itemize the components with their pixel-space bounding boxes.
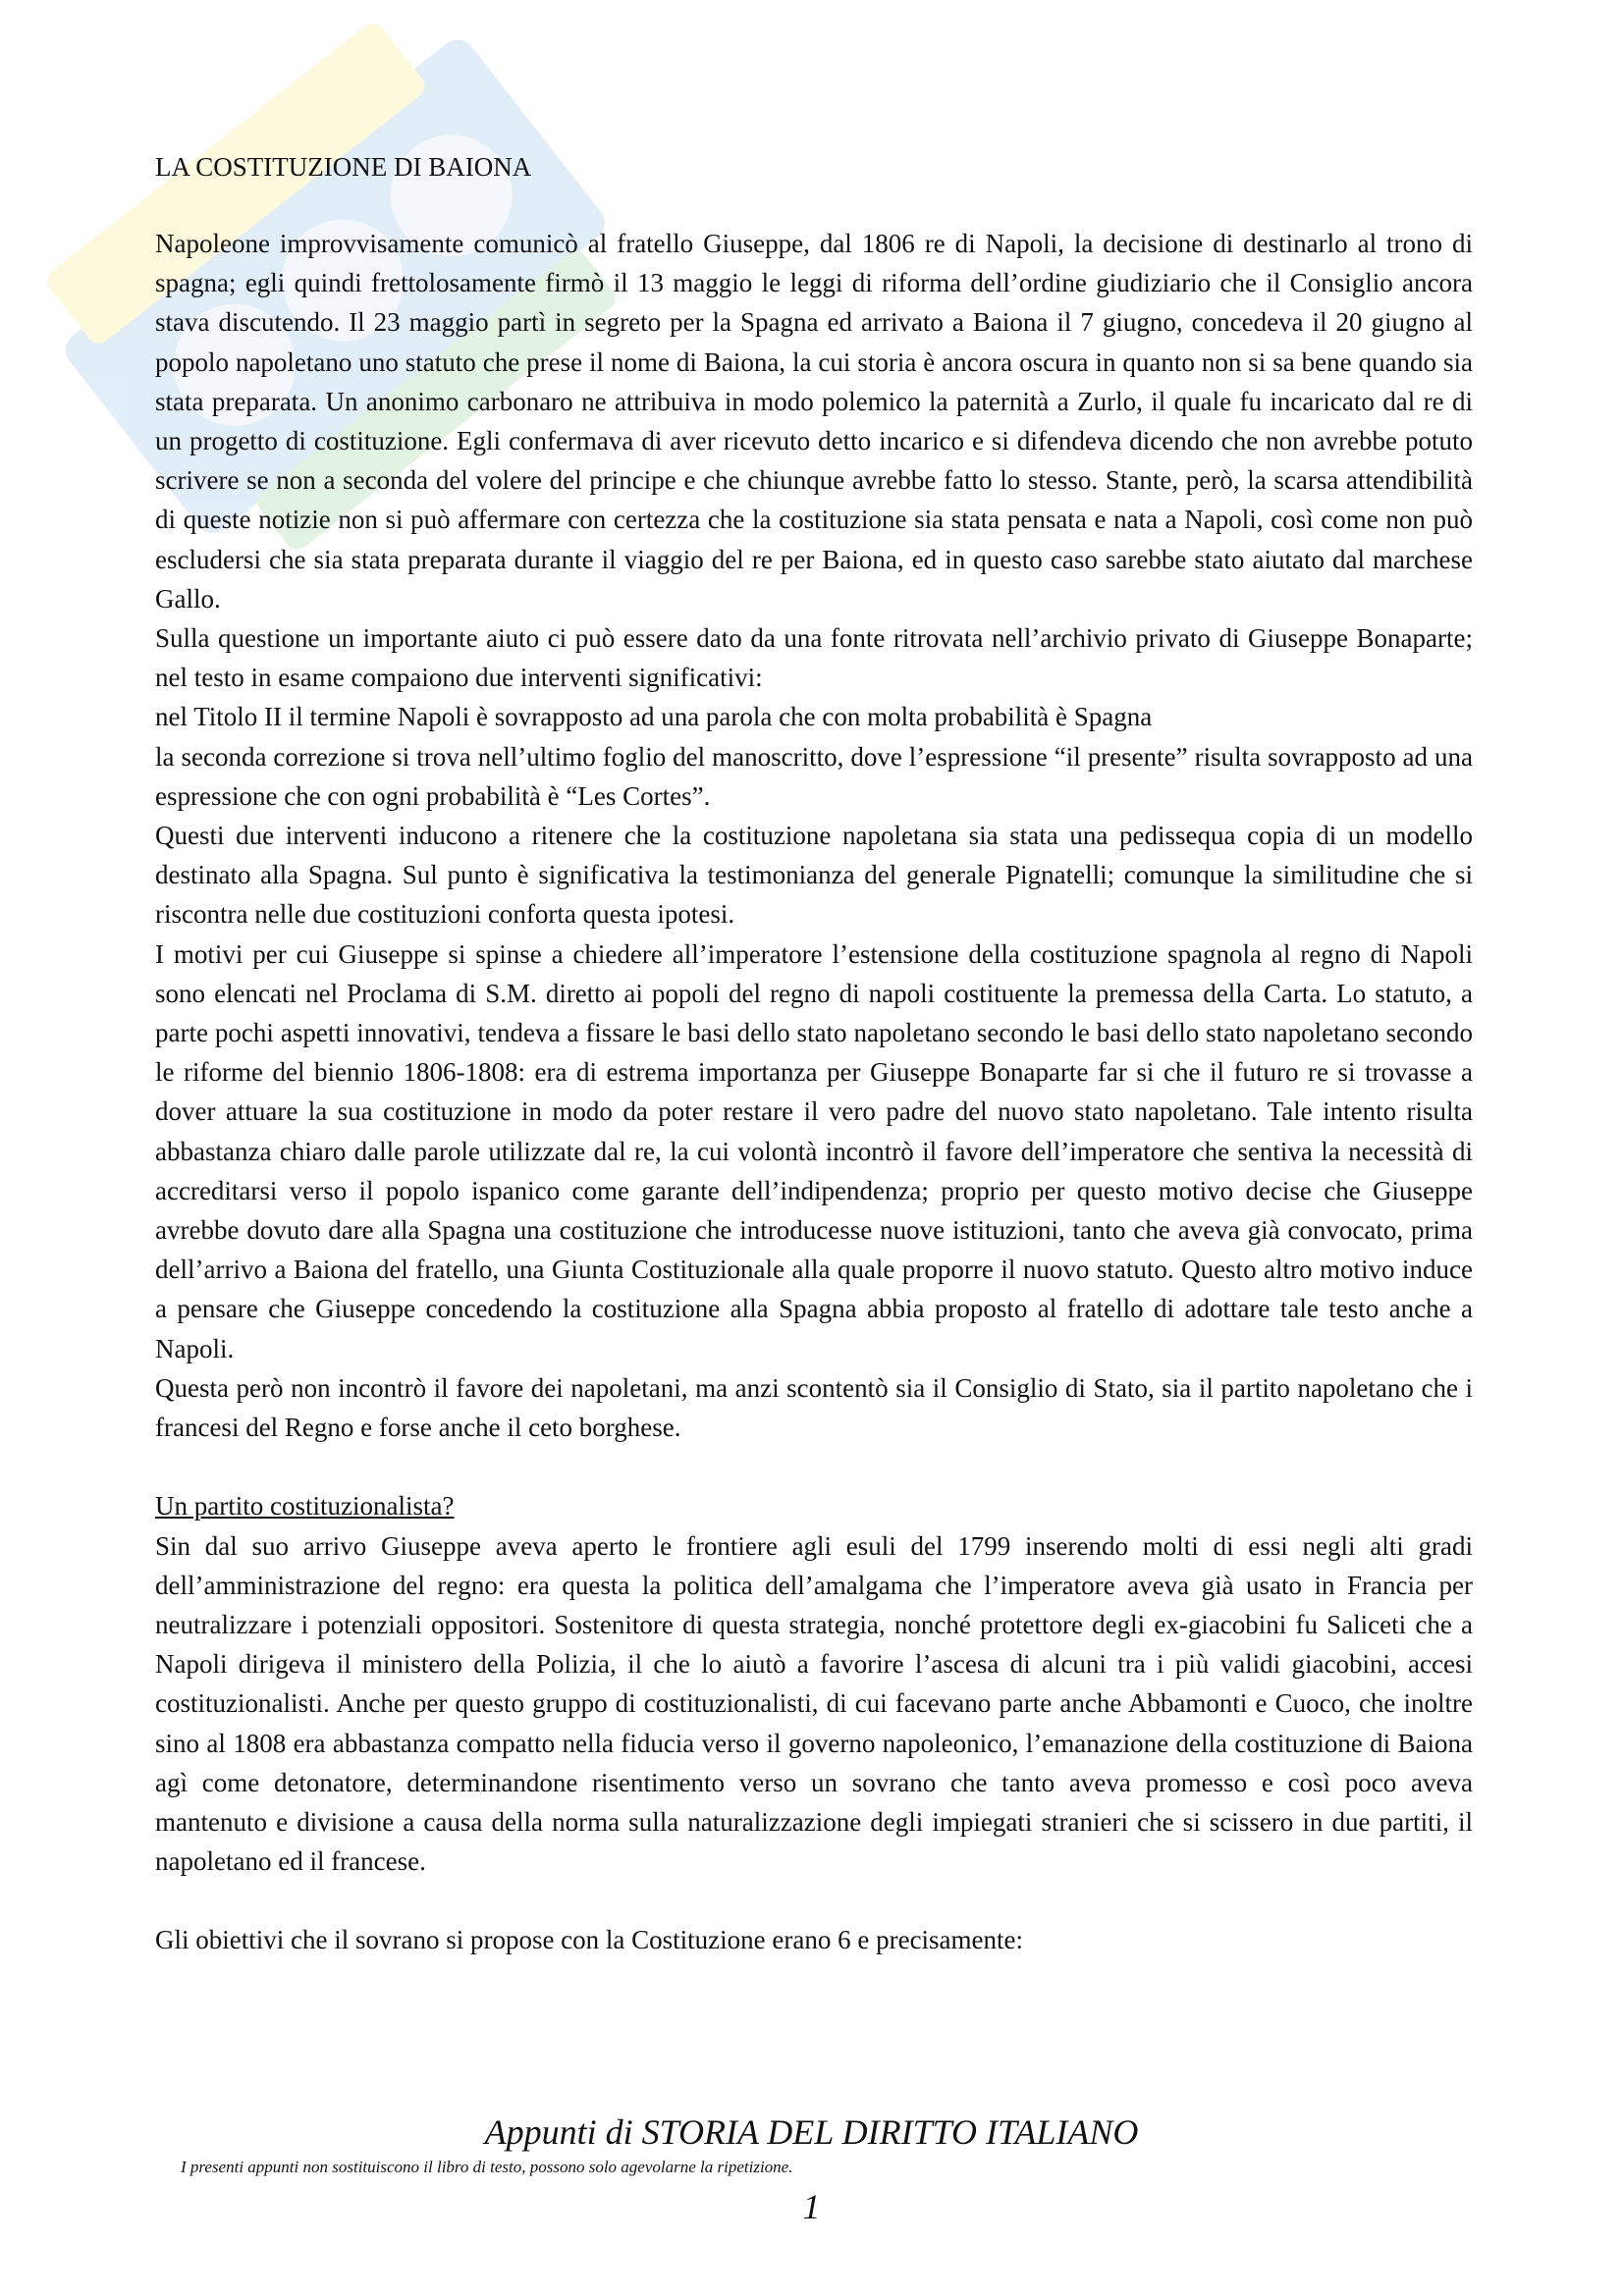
paragraph-title-two-correction: nel Titolo II il termine Napoli è sovrapposto ad una parola che con molta probabilità è Spagna: [155, 702, 1153, 732]
paragraph-objectives: Gli obiettivi che il sovrano si propose con la Costituzione erano 6 e precisamente:: [155, 1925, 1024, 1955]
paragraph-intro: Napoleone improvvisamente comunicò al fratello Giuseppe, dal 1806 re di Napoli, la decisione di destinarlo al trono di spagna; egli quindi frettolosamente firmò il 13 maggio le leggi di riforma dell’ordine giudiziario che il Consiglio ancora stava discutendo. Il 23 maggio partì in segreto per la Spagna ed arrivato a Baiona il 7 giugno, concedeva il 20 giugno al popolo napoletano uno statuto che prese il nome di Baiona, la cui storia è ancora oscura in quanto non si sa bene quando sia stata preparata. Un anonimo carbonaro ne attribuiva in modo polemico la paternità a Zurlo, il quale fu incaricato dal re di un progetto di costituzione. Egli confermava di aver ricevuto detto incarico e si difendeva dicendo che non avrebbe potuto scrivere se non a seconda del volere del principe e che chiunque avrebbe fatto lo stesso. Stante, però, la scarsa attendibilità di queste notizie non si può affermare con certezza che la costituzione sia stata pensata e nata a Napoli, così come non può escludersi che sia stata preparata durante il viaggio del re per Baiona, ed in questo caso sarebbe stato aiutato dal marchese Gallo.: [155, 229, 1473, 614]
paragraph-constitutional-party: Sin dal suo arrivo Giuseppe aveva aperto le frontiere agli esuli del 1799 inserendo molti di essi negli alti gradi dell’amministrazione del regno: era questa la politica dell’amalgama che l’imperatore aveva già usato in Francia per neutralizzare i potenziali oppositori. Sostenitore di questa strategia, nonché protettore degli ex-giacobini fu Saliceti che a Napoli dirigeva il ministero della Polizia, il che lo aiutò a favorire l’ascesa di alcuni tra i più validi giacobini, accesi costituzionalisti. Anche per questo gruppo di costituzionalisti, di cui facevano parte anche Abbamonti e Cuoco, che inoltre sino al 1808 era abbastanza compatto nella fiducia verso il governo napoleonico, l’emanazione della costituzione di Baiona agì come detonatore, determinandone risentimento verso un sovrano che tanto aveva promesso e così poco aveva mantenuto e divisione a causa della norma sulla naturalizzazione degli impiegati stranieri che si scissero in due partiti, il napoletano ed il francese.: [155, 1530, 1473, 1877]
footer-title: Appunti di STORIA DEL DIRITTO ITALIANO: [484, 2112, 1139, 2152]
document-page: [155, 147, 1473, 1960]
paragraph-motives: I motivi per cui Giuseppe si spinse a chiedere all’imperatore l’estensione della costituzione spagnola al regno di Napoli sono elencati nel Proclama di S.M. diretto ai popoli del regno di napoli costituente la premessa della Carta. Lo statuto, a parte pochi aspetti innovativi, tendeva a fissare le basi dello stato napoletano secondo le basi dello stato napoletano secondo le riforme del biennio 1806-1808: era di estrema importanza per Giuseppe Bonaparte far si che il futuro re si trovasse a dover attuare la sua costituzione in modo da poter restare il vero padre del nuovo stato napoletano. Tale intento risulta abbastanza chiaro dalle parole utilizzate dal re, la cui volontà incontrò il favore dell’imperatore che sentiva la necessità di accreditarsi verso il popolo ispanico come garante dell’indipendenza; proprio per questo motivo decise che Giuseppe avrebbe dovuto dare alla Spagna una costituzione che introducesse nuove istituzioni, tanto che aveva già convocato, prima dell’arrivo a Baiona del fratello, una Giunta Costituzionale alla quale proporre il nuovo statuto. Questo altro motivo induce a pensare che Giuseppe concedendo la costituzione alla Spagna abbia proposto al fratello di adottare tale testo anche a Napoli.: [155, 938, 1473, 1363]
paragraph-copy-hypothesis: Questi due interventi inducono a ritenere che la costituzione napoletana sia stata una pedissequa copia di un modello destinato alla Spagna. Sul punto è significativa la testimonianza del generale Pignatelli; comunque la similitudine che si riscontra nelle due costituzioni conforta questa ipotesi.: [155, 821, 1473, 930]
footer-note: I presenti appunti non sostituiscono il libro di testo, possono solo agevolarne la ripetizione.: [181, 2158, 793, 2176]
paragraph-gap: [155, 1881, 1473, 1920]
paragraph-source: Sulla questione un importante aiuto ci può essere dato da una fonte ritrovata nell’archivio privato di Giuseppe Bonaparte; nel testo in esame compaiono due interventi significativi:: [155, 623, 1473, 693]
paragraph-second-correction: la seconda correzione si trova nell’ultimo foglio del manoscritto, dove l’espressione “il presente” risulta sovrapposto ad una espressione che con ogni probabilità è “Les Cortes”.: [155, 741, 1473, 811]
paragraph-discontent: Questa però non incontrò il favore dei napoletani, ma anzi scontentò sia il Consiglio di Stato, sia il partito napoletano che i francesi del Regno e forse anche il ceto borghese.: [155, 1372, 1473, 1443]
document-title: LA COSTITUZIONE DI BAIONA: [155, 152, 532, 182]
page-footer: [0, 2110, 1623, 2226]
page-number: 1: [802, 2187, 821, 2226]
section-subheading: Un partito costituzionalista?: [155, 1491, 455, 1522]
